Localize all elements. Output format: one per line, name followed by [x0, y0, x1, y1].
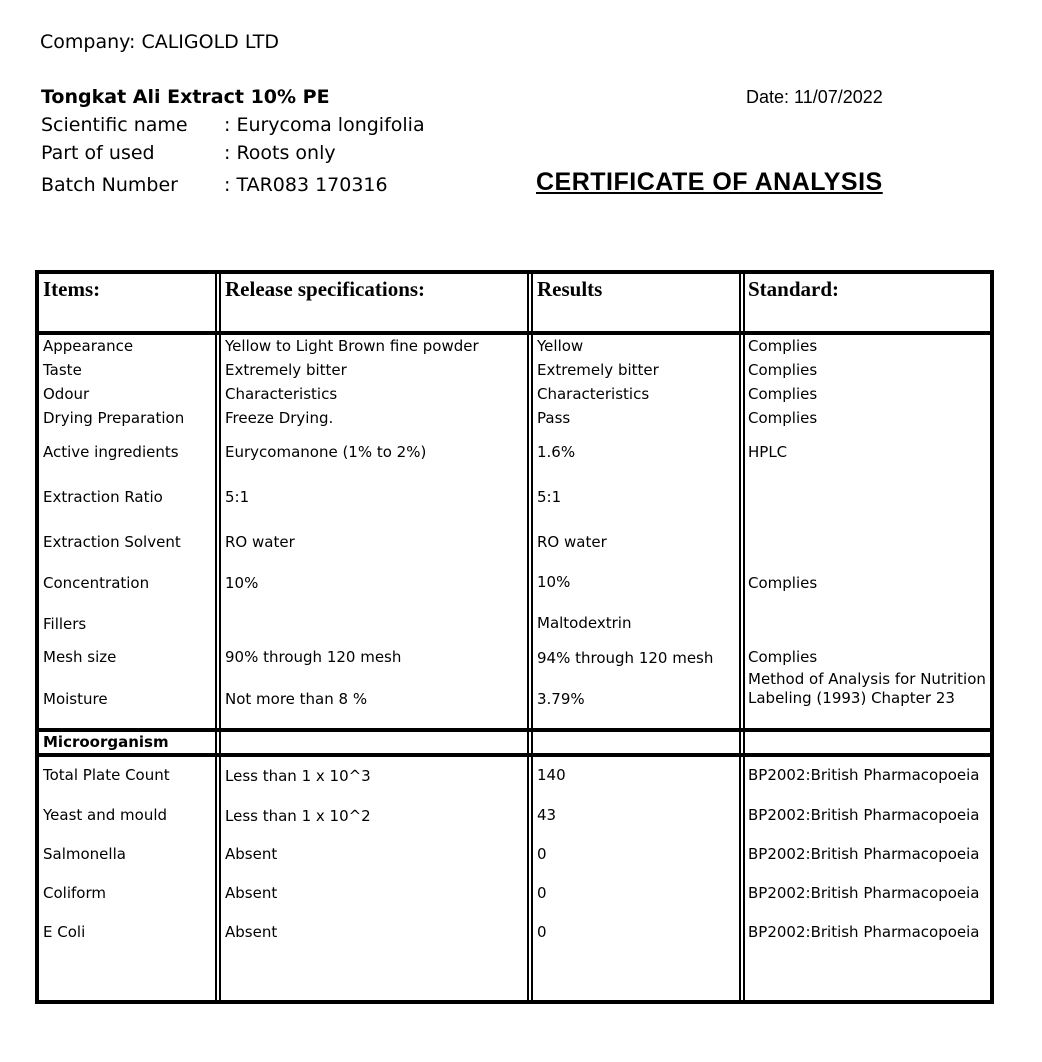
- row-spec: Absent: [225, 884, 278, 902]
- table-border-left: [35, 270, 39, 1004]
- column-divider: [215, 270, 217, 1004]
- row-spec: RO water: [225, 533, 295, 551]
- row-item: Taste: [43, 361, 82, 379]
- row-standard: Complies: [748, 385, 818, 403]
- row-standard: BP2002:British Pharmacopoeia: [748, 766, 980, 784]
- row-item: Concentration: [43, 574, 150, 592]
- column-divider: [219, 270, 221, 1004]
- company-name: Company: CALIGOLD LTD: [40, 31, 280, 53]
- row-standard: Complies: [748, 337, 818, 355]
- scientific-name-label: Scientific name: [41, 114, 188, 136]
- row-item: Drying Preparation: [43, 409, 185, 427]
- row-item: Active ingredients: [43, 443, 179, 461]
- row-result: Maltodextrin: [537, 614, 632, 632]
- row-spec: Less than 1 x 10^2: [225, 807, 371, 825]
- batch-number-label: Batch Number: [41, 174, 178, 196]
- row-result: 94% through 120 mesh: [537, 649, 714, 667]
- header-release-specifications: Release specifications:: [225, 277, 426, 301]
- column-divider: [527, 270, 529, 1004]
- column-divider: [739, 270, 741, 1004]
- table-border-bottom: [35, 1000, 994, 1004]
- row-result: 3.79%: [537, 690, 585, 708]
- row-result: Characteristics: [537, 385, 650, 403]
- row-spec: 10%: [225, 574, 259, 592]
- row-standard: BP2002:British Pharmacopoeia: [748, 923, 980, 941]
- header-standard: Standard:: [748, 277, 840, 301]
- table-border-right: [990, 270, 994, 1004]
- row-result: 0: [537, 845, 547, 863]
- row-item: Coliform: [43, 884, 106, 902]
- row-standard: Complies: [748, 574, 818, 592]
- row-result: Yellow: [537, 337, 584, 355]
- row-spec: Freeze Drying.: [225, 409, 334, 427]
- row-item: Mesh size: [43, 648, 117, 666]
- row-spec: 90% through 120 mesh: [225, 648, 402, 666]
- row-result: 0: [537, 923, 547, 941]
- row-result: 1.6%: [537, 443, 576, 461]
- scientific-name-value: : Eurycoma longifolia: [224, 114, 425, 136]
- column-divider: [531, 270, 533, 1004]
- row-result: Extremely bitter: [537, 361, 659, 379]
- row-standard: Complies: [748, 409, 818, 427]
- row-divider: [35, 331, 994, 335]
- row-spec: Not more than 8 %: [225, 690, 368, 708]
- row-standard: Method of Analysis for Nutrition Labeling (1993) Chapter 23: [748, 670, 986, 707]
- row-standard: Complies: [748, 361, 818, 379]
- analysis-table: [35, 270, 994, 1004]
- row-result: 140: [537, 766, 566, 784]
- microorganism-section-label: Microorganism: [43, 733, 169, 751]
- row-result: 10%: [537, 573, 571, 591]
- document-title: CERTIFICATE OF ANALYSIS: [536, 168, 883, 196]
- table-border-top: [35, 270, 994, 274]
- row-result: 0: [537, 884, 547, 902]
- row-result: Pass: [537, 409, 571, 427]
- row-item: Total Plate Count: [43, 766, 170, 784]
- row-result: 5:1: [537, 488, 562, 506]
- row-item: Extraction Ratio: [43, 488, 163, 506]
- row-item: Yeast and mould: [43, 806, 168, 824]
- part-used-value: : Roots only: [224, 142, 336, 164]
- row-result: RO water: [537, 533, 607, 551]
- row-spec: Characteristics: [225, 385, 338, 403]
- row-spec: Eurycomanone (1% to 2%): [225, 443, 427, 461]
- row-item: Salmonella: [43, 845, 126, 863]
- row-item: Moisture: [43, 690, 108, 708]
- row-divider: [35, 753, 994, 757]
- row-standard: BP2002:British Pharmacopoeia: [748, 806, 980, 824]
- row-standard: Complies: [748, 648, 818, 666]
- row-spec: Yellow to Light Brown fine powder: [225, 337, 479, 355]
- row-spec: Absent: [225, 845, 278, 863]
- row-spec: Absent: [225, 923, 278, 941]
- row-spec: Extremely bitter: [225, 361, 347, 379]
- row-spec: Less than 1 x 10^3: [225, 767, 371, 785]
- row-item: Extraction Solvent: [43, 533, 181, 551]
- row-item: Odour: [43, 385, 90, 403]
- row-item: E Coli: [43, 923, 86, 941]
- row-item: Appearance: [43, 337, 134, 355]
- row-divider: [35, 728, 994, 732]
- row-spec: 5:1: [225, 488, 250, 506]
- row-standard: BP2002:British Pharmacopoeia: [748, 845, 980, 863]
- column-divider: [743, 270, 745, 1004]
- part-used-label: Part of used: [41, 142, 155, 164]
- row-result: 43: [537, 806, 557, 824]
- product-name: Tongkat Ali Extract 10% PE: [41, 86, 330, 108]
- certificate-date: Date: 11/07/2022: [746, 87, 883, 107]
- row-standard: BP2002:British Pharmacopoeia: [748, 884, 980, 902]
- header-items: Items:: [43, 277, 101, 301]
- row-standard: HPLC: [748, 443, 788, 461]
- batch-number-value: : TAR083 170316: [224, 174, 388, 196]
- row-item: Fillers: [43, 615, 87, 633]
- header-results: Results: [537, 277, 603, 301]
